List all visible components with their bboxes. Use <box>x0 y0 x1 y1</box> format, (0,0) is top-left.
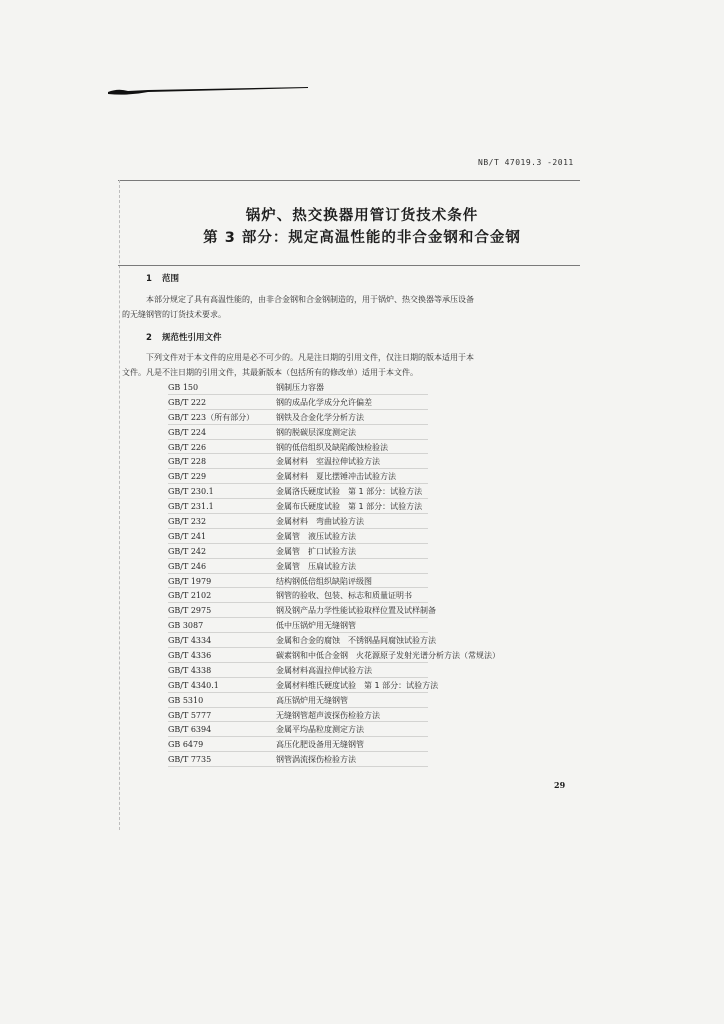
reference-title: 碳素钢和中低合金钢 火花源原子发射光谱分析方法（常规法） <box>276 651 500 661</box>
reference-title: 金属材料 室温拉伸试验方法 <box>276 457 380 467</box>
section-1-line-2: 的无缝钢管的订货技术要求。 <box>122 310 226 319</box>
reference-code: GB/T 1979 <box>168 576 212 586</box>
title-rule <box>118 265 580 266</box>
scan-artifact-mark <box>108 86 308 98</box>
reference-item <box>168 575 568 590</box>
reference-code: GB/T 241 <box>168 531 207 541</box>
reference-title: 钢及钢产品力学性能试验取样位置及试样制备 <box>276 606 436 616</box>
reference-title: 金属材料高温拉伸试验方法 <box>276 665 372 675</box>
reference-item <box>168 619 568 634</box>
reference-title: 钢的成品化学成分允许偏差 <box>276 397 372 407</box>
section-2-number: 2 <box>146 333 152 343</box>
reference-code: GB/T 242 <box>168 546 207 556</box>
reference-title: 金属和合金的腐蚀 不锈钢晶间腐蚀试验方法 <box>276 636 436 646</box>
reference-code: GB/T 6394 <box>168 725 212 735</box>
reference-title: 金属管 压扁试验方法 <box>276 561 356 571</box>
reference-code: GB/T 4340.1 <box>168 680 219 690</box>
reference-title: 金属洛氏硬度试验 第 1 部分：试验方法 <box>276 487 423 497</box>
section-1-number: 1 <box>146 274 152 284</box>
reference-title: 低中压锅炉用无缝钢管 <box>276 621 356 631</box>
reference-item <box>168 396 568 411</box>
reference-code: GB/T 229 <box>168 472 207 482</box>
reference-item <box>168 545 568 560</box>
reference-code: GB/T 222 <box>168 397 207 407</box>
header-rule <box>118 180 580 181</box>
reference-item <box>168 485 568 500</box>
reference-item <box>168 411 568 426</box>
reference-code: GB/T 5777 <box>168 710 212 720</box>
reference-item <box>168 381 568 396</box>
section-1-text <box>122 292 566 322</box>
reference-item <box>168 500 568 515</box>
reference-title: 高压化肥设备用无缝钢管 <box>276 740 364 750</box>
reference-code: GB/T 231.1 <box>168 502 214 512</box>
reference-item <box>168 426 568 441</box>
reference-title: 钢管涡流探伤检验方法 <box>276 755 356 765</box>
reference-code: GB/T 4336 <box>168 651 212 661</box>
reference-code: GB 3087 <box>168 621 204 631</box>
section-2-heading <box>146 331 222 343</box>
reference-title: 金属平均晶粒度测定方法 <box>276 725 364 735</box>
reference-item <box>168 470 568 485</box>
reference-title: 钢的脱碳层深度测定法 <box>276 427 356 437</box>
reference-item <box>168 753 568 768</box>
section-2-text <box>122 350 566 380</box>
reference-code: GB/T 223（所有部分） <box>168 412 255 422</box>
reference-item <box>168 604 568 619</box>
reference-item <box>168 723 568 738</box>
reference-code: GB/T 246 <box>168 561 207 571</box>
reference-item <box>168 634 568 649</box>
section-1-title: 范围 <box>162 274 180 284</box>
reference-title: 钢的低倍组织及缺陷酸蚀检验法 <box>276 442 388 452</box>
reference-item <box>168 455 568 470</box>
reference-item <box>168 664 568 679</box>
reference-code: GB/T 228 <box>168 457 207 467</box>
section-1-heading <box>146 272 179 284</box>
reference-code: GB/T 224 <box>168 427 207 437</box>
reference-item <box>168 649 568 664</box>
reference-code: GB/T 4338 <box>168 665 212 675</box>
section-1-line-1: 本部分规定了具有高温性能的，由非合金钢和合金钢制造的，用于锅炉、热交换器等承压设备 <box>146 295 474 304</box>
reference-title: 金属管 液压试验方法 <box>276 531 356 541</box>
reference-code: GB/T 226 <box>168 442 207 452</box>
reference-title: 结构钢低倍组织缺陷评级图 <box>276 576 372 586</box>
reference-title: 无缝钢管超声波探伤检验方法 <box>276 710 380 720</box>
reference-title: 金属材料维氏硬度试验 第 1 部分：试验方法 <box>276 680 439 690</box>
reference-title: 金属布氏硬度试验 第 1 部分：试验方法 <box>276 502 423 512</box>
reference-item <box>168 441 568 456</box>
reference-item <box>168 560 568 575</box>
reference-code: GB/T 7735 <box>168 755 212 765</box>
document-title: 锅炉、热交换器用管订货技术条件 <box>245 208 479 224</box>
section-2-line-2: 文件。凡是不注日期的引用文件，其最新版本（包括所有的修改单）适用于本文件。 <box>122 368 418 377</box>
reference-title: 钢铁及合金化学分析方法 <box>276 412 364 422</box>
reference-item <box>168 694 568 709</box>
standard-code: NB/T 47019.3 -2011 <box>478 158 574 167</box>
document-subtitle: 第 3 部分：规定高温性能的非合金钢和合金钢 <box>203 230 521 246</box>
reference-item <box>168 589 568 604</box>
reference-code: GB/T 2975 <box>168 606 212 616</box>
reference-title: 金属材料 夏比摆锤冲击试验方法 <box>276 472 396 482</box>
reference-item <box>168 738 568 753</box>
reference-title: 金属材料 弯曲试验方法 <box>276 517 364 527</box>
reference-code: GB/T 2102 <box>168 591 212 601</box>
reference-item <box>168 709 568 724</box>
reference-code: GB/T 230.1 <box>168 487 214 497</box>
reference-item <box>168 679 568 694</box>
page-edge-line <box>119 180 120 830</box>
reference-code: GB 150 <box>168 383 199 392</box>
reference-title: 高压锅炉用无缝钢管 <box>276 695 348 705</box>
reference-title: 钢管的验收、包装、标志和质量证明书 <box>276 591 412 601</box>
reference-title: 钢制压力容器 <box>276 383 324 392</box>
page-number: 29 <box>554 780 566 790</box>
reference-item <box>168 530 568 545</box>
reference-code: GB 6479 <box>168 740 204 750</box>
reference-item <box>168 515 568 530</box>
reference-title: 金属管 扩口试验方法 <box>276 546 356 556</box>
section-2-line-1: 下列文件对于本文件的应用是必不可少的。凡是注日期的引用文件，仅注日期的版本适用于本 <box>146 353 474 362</box>
reference-list <box>168 381 568 768</box>
reference-code: GB/T 4334 <box>168 636 212 646</box>
section-2-title: 规范性引用文件 <box>162 333 222 343</box>
reference-code: GB/T 232 <box>168 517 207 527</box>
reference-code: GB 5310 <box>168 695 204 705</box>
